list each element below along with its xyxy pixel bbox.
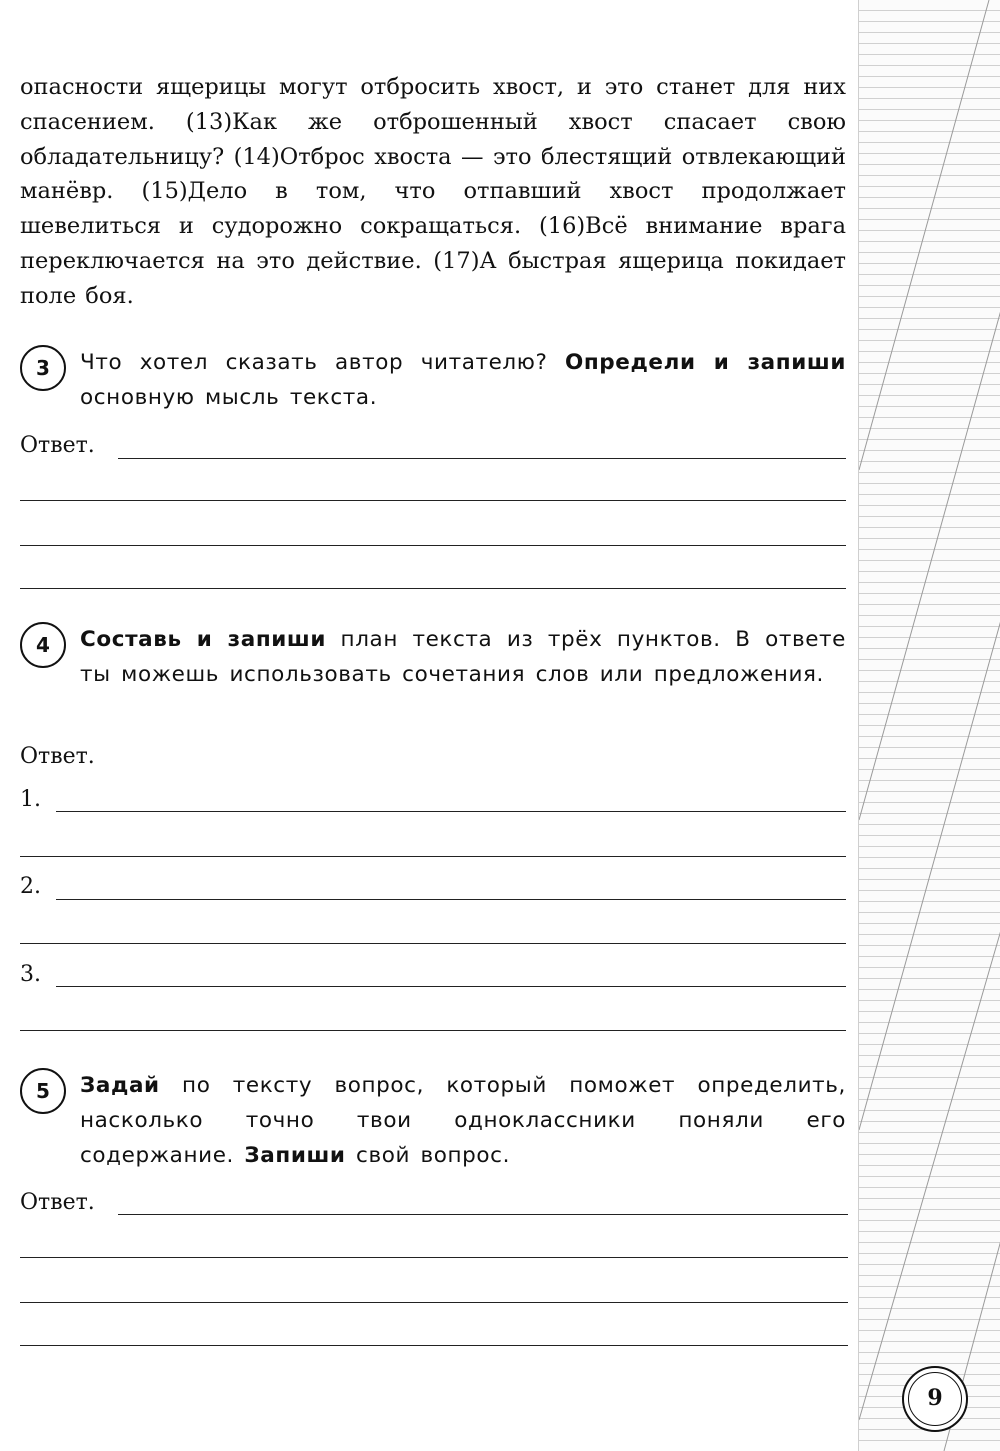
answer-line[interactable] (56, 899, 846, 900)
task-5 (20, 1068, 846, 1173)
task-number-3: 3 (20, 345, 66, 391)
reading-passage: опасности ящерицы могут отбросить хвост, и это станет для них спасением. (13)Как же отброшенный хвост спасает свою обладательницу? (14)Отброс хвоста — это блестящий отвлекающий манёвр. (15)Дело в том, что отпавший хвост продолжает шевелиться и судорожно сокращаться. (16)Всё внимание врага переключается на это действие. (17)А быстрая ящерица покидает поле боя. (20, 74, 846, 309)
answer-line[interactable] (20, 500, 846, 501)
task-4 (20, 622, 846, 692)
answer-line[interactable] (118, 458, 846, 459)
answer-line[interactable] (118, 1214, 848, 1215)
answer-line[interactable] (20, 856, 846, 857)
task-number-4: 4 (20, 622, 66, 668)
task-3 (20, 345, 846, 415)
answer-line[interactable] (20, 545, 846, 546)
plan-item-number-1: 1. (20, 787, 41, 812)
page-number-badge (902, 1366, 968, 1432)
answer-line[interactable] (20, 1257, 848, 1258)
task-number-5: 5 (20, 1068, 66, 1114)
answer-label-5: Ответ. (20, 1190, 95, 1215)
answer-line[interactable] (20, 943, 846, 944)
answer-label-4: Ответ. (20, 744, 95, 769)
plan-item-number-3: 3. (20, 962, 41, 987)
task-4-prompt: Составь и запиши план текста из трёх пунктов. В ответе ты можешь использовать сочетания слов или предложения. (80, 627, 847, 687)
margin-diagonals (859, 0, 1000, 1451)
page-number: 9 (908, 1372, 962, 1426)
task-3-prompt: Что хотел сказать автор читателю? Определи и запиши основную мысль текста. (80, 350, 846, 410)
ruled-margin (858, 0, 1000, 1451)
answer-line[interactable] (20, 1302, 848, 1303)
task-5-prompt: Задай по тексту вопрос, который поможет определить, насколько точно твои одноклассники поняли его содержание. Запиши свой вопрос. (80, 1073, 846, 1168)
answer-line[interactable] (56, 986, 846, 987)
answer-line[interactable] (56, 811, 846, 812)
answer-line[interactable] (20, 1030, 846, 1031)
answer-label-3: Ответ. (20, 433, 95, 458)
plan-item-number-2: 2. (20, 874, 41, 899)
answer-line[interactable] (20, 1345, 848, 1346)
answer-line[interactable] (20, 588, 846, 589)
